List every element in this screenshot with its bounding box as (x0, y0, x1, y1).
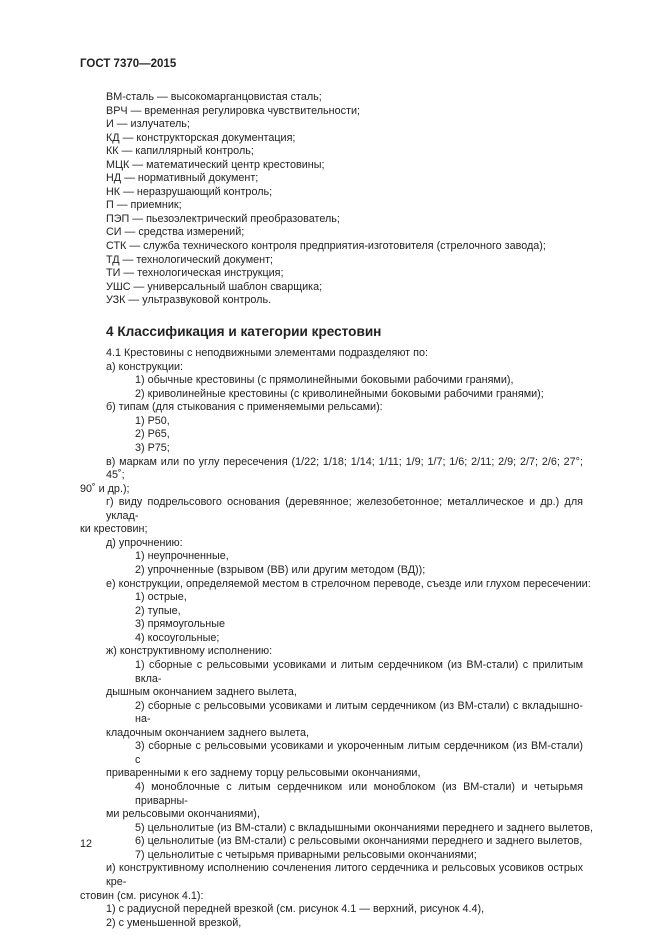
abbreviation-item: УЗК — ультразвуковой контроль. (106, 294, 272, 307)
body-line: 4.1 Крестовины с неподвижными элементами подразделяют по: (106, 347, 428, 359)
body-line: г) виду подрельсового основания (деревянное; железобетонное; металлическое и др.) для уклад- (106, 496, 583, 522)
body-line: 4) косоугольные; (135, 631, 220, 644)
body-line: б) типам (для стыкования с применяемыми рельсами): (106, 401, 383, 414)
abbreviation-item: СИ — средства измерений; (106, 226, 245, 239)
body-line: 1) неупрочненные, (135, 550, 229, 563)
body-line: ж) конструктивному исполнению: (106, 645, 273, 658)
abbreviation-item: УШС — универсальный шаблон сварщика; (106, 280, 323, 293)
body-line: д) упрочнению: (106, 536, 183, 549)
body-line: ки крестовин; (80, 523, 148, 536)
abbreviation-item: ПЭП — пьезоэлектрический преобразователь; (106, 212, 340, 225)
abbreviation-item: СТК — служба технического контроля предприятия-изготовителя (стрелочного завода); (106, 240, 546, 253)
abbreviation-item: ВРЧ — временная регулировка чувствительности; (106, 104, 360, 117)
body-line: 3) Р75; (135, 441, 170, 454)
abbreviation-item: НД — нормативный документ; (106, 172, 259, 185)
abbreviation-item: ТД — технологический документ; (106, 253, 274, 266)
abbreviation-item: НК — неразрушающий контроль; (106, 185, 273, 198)
body-line: 1) Р50, (135, 414, 170, 427)
abbreviation-item: И — излучатель; (106, 118, 190, 131)
body-line: 90˚ и др.); (80, 482, 130, 495)
abbreviation-item: П — приемник; (106, 199, 182, 212)
body-line: дышным окончанием заднего вылета, (106, 686, 297, 699)
section-heading: 4 Классификация и категории крестовин (106, 324, 382, 339)
body-line: 4) моноблочные с литым сердечником или моноблоком (из ВМ-стали) и четырьмя приварны- (135, 781, 583, 807)
body-line: приваренными к его заднему торцу рельсовыми окончаниями, (106, 767, 421, 780)
body-line: 2) с уменьшенной врезкой, (106, 916, 242, 929)
body-line: 2) тупые, (135, 604, 181, 617)
abbreviation-item: КД — конструкторская документация; (106, 131, 296, 144)
body-line: а) конструкции: (106, 360, 184, 373)
body-line: кладочным окончанием заднего вылета, (106, 726, 310, 739)
body-line: 2) сборные с рельсовыми усовиками и литым сердечником (из ВМ-стали) с вкладышно-на- (135, 699, 583, 726)
abbreviation-item: КК — капиллярный контроль; (106, 145, 254, 158)
abbreviation-item: ТИ — технологическая инструкция; (106, 267, 284, 280)
body-line: 1) с радиусной передней врезкой (см. рисунок 4.1 — верхний, рисунок 4.4), (106, 903, 485, 916)
body-line: е) конструкции, определяемой местом в стрелочном переводе, съезде или глухом пересечении: (106, 577, 591, 590)
body-line: 6) цельнолитые (из ВМ-стали) с рельсовыми окончаниями переднего и заднего вылетов, (135, 835, 583, 848)
body-line: 3) сборные с рельсовыми усовиками и укороченным литым сердечником (из ВМ-стали) с (135, 740, 583, 766)
page-number: 12 (80, 838, 93, 850)
body-line: 2) упрочненные (взрывом (ВВ) или другим методом (ВД)); (135, 564, 426, 576)
body-line: ми рельсовыми окончаниями), (106, 808, 260, 821)
body-line: 1) обычные крестовины (с прямолинейными боковыми рабочими гранями), (135, 374, 514, 387)
document-header: ГОСТ 7370—2015 (80, 58, 177, 70)
body-line: стовин (см. рисунок 4.1): (80, 889, 204, 902)
body-line: 1) сборные с рельсовыми усовиками и литым сердечником (из ВМ-стали) с прилитым вкла- (135, 658, 583, 685)
abbreviations-list (106, 91, 546, 308)
abbreviation-item: МЦК — математический центр крестовины; (106, 158, 325, 171)
body-line: 1) острые, (135, 591, 187, 604)
body-line: и) конструктивному исполнению сочленения литого сердечника и рельсовых усовиков острых кре- (106, 862, 583, 888)
body-line: 5) цельнолитые (из ВМ-стали) с вкладышными окончаниями переднего и заднего вылетов, (135, 821, 594, 834)
body-line: 2) Р65, (135, 428, 170, 441)
abbreviation-item: ВМ-сталь — высокомарганцовистая сталь; (106, 91, 322, 103)
section-body (80, 347, 594, 930)
body-line: 7) цельнолитые с четырьмя приварными рельсовыми окончаниями; (135, 848, 477, 861)
body-line: в) маркам или по углу пересечения (1/22; 1/18; 1/14; 1/11; 1/9; 1/7; 1/6; 2/11; 2/9; 2/7; 2/6; 27°; 45˚; (106, 455, 583, 482)
body-line: 3) прямоугольные (135, 618, 226, 631)
body-line: 2) криволинейные крестовины (с криволинейными боковыми рабочими гранями); (135, 387, 544, 400)
